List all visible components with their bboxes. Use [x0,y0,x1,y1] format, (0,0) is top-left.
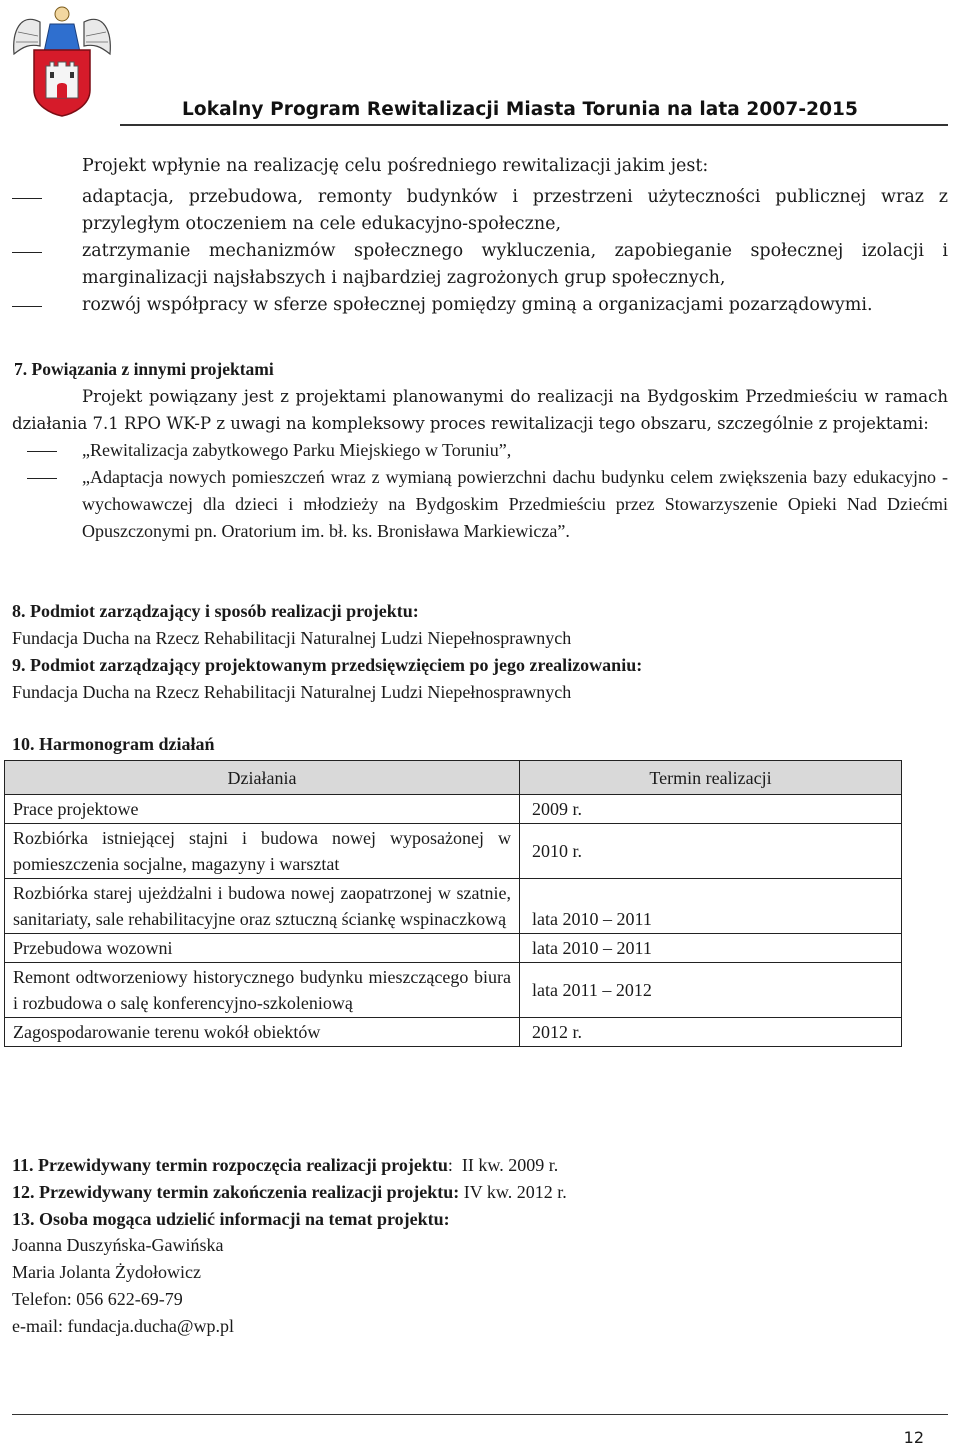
column-header-term: Termin realizacji [520,761,902,795]
torun-coat-of-arms-icon [10,2,114,118]
action-cell: Rozbiórka istniejącej stajni i budowa nowej wyposażonej w pomieszczenia socjalne, magazyny i warsztat [5,824,520,879]
term-cell: 2009 r. [520,795,902,824]
action-cell: Zagospodarowanie terenu wokół obiektów [5,1018,520,1047]
section-11: 11. Przewidywany termin rozpoczęcia realizacji projektu: II kw. 2009 r. [12,1155,559,1175]
contact-name: Joanna Duszyńska-Gawińska [12,1235,224,1255]
list-item: „Rewitalizacja zabytkowego Parku Miejskiego w Toruniu”, [82,440,512,460]
page-number: 12 [903,1428,924,1447]
related-projects-list [12,437,948,545]
header-divider [120,124,948,126]
table-row [5,963,902,1018]
list-item: rozwój współpracy w sferze społecznej pomiędzy gminą a organizacjami pozarządowymi. [82,295,873,315]
contact-list [12,1232,234,1340]
sections-11-13 [12,1152,567,1233]
contact-phone: Telefon: 056 622-69-79 [12,1289,183,1309]
intro-bullet-list [12,184,948,319]
list-item: zatrzymanie mechanizmów społecznego wykluczenia, zapobieganie społecznej izolacji i marginalizacji najsłabszych i najbardziej zagrożonych grup społecznych, [82,241,948,288]
contact-name: Maria Jolanta Żydołowicz [12,1262,201,1282]
table-row [5,795,902,824]
document-header-title: Lokalny Program Rewitalizacji Miasta Torunia na lata 2007-2015 [182,99,858,120]
list-item: „Adaptacja nowych pomieszczeń wraz z wymianą powierzchni dachu budynku celem zwiększenia bazy edukacyjno - wychowawczej dla dzieci i młodzieży na Bydgoskim Przedmieściu przez Stowarzyszenie Opieki Nad Dziećmi Opuszczonymi pn. Oratorium im. bł. ks. Bronisława Markiewicza”. [82,467,948,541]
footer-divider [12,1414,948,1415]
action-cell: Rozbiórka starej ujeżdżalni i budowa nowej zaopatrzonej w szatnie, sanitariaty, sale rehabilitacyjne oraz sztuczną ściankę wspinaczkową [5,879,520,934]
section-13-heading: 13. Osoba mogąca udzielić informacji na temat projektu: [12,1209,450,1229]
section-8-text: Fundacja Ducha na Rzecz Rehabilitacji Naturalnej Ludzi Niepełnosprawnych [12,628,572,648]
section-9-heading: 9. Podmiot zarządzający projektowanym przedsięwzięciem po jego zrealizowaniu: [12,655,643,675]
term-cell: lata 2010 – 2011 [520,934,902,963]
term-cell: lata 2011 – 2012 [520,963,902,1018]
table-row [5,934,902,963]
section-12: 12. Przewidywany termin zakończenia realizacji projektu: IV kw. 2012 r. [12,1182,567,1202]
section-8-heading: 8. Podmiot zarządzający i sposób realizacji projektu: [12,601,419,621]
section-7-heading: 7. Powiązania z innymi projektami [14,359,274,379]
term-cell: 2010 r. [520,824,902,879]
term-cell: 2012 r. [520,1018,902,1047]
intro-text: Projekt wpłynie na realizację celu pośredniego rewitalizacji jakim jest: [82,156,709,176]
action-cell: Remont odtworzeniowy historycznego budynku mieszczącego biura i rozbudowa o salę konferencyjno-szkoleniową [5,963,520,1018]
table-row [5,879,902,934]
section-7-text: Projekt powiązany jest z projektami planowanymi do realizacji na Bydgoskim Przedmieściu w ramach działania 7.1 RPO WK-P z uwagi na kompleksowy proces rewitalizacji tego obszaru, szczególnie z projektami: [12,387,948,433]
term-cell: lata 2010 – 2011 [520,879,902,934]
list-item: adaptacja, przebudowa, remonty budynków i przestrzeni użyteczności publicznej wraz z przyległym otoczeniem na cele edukacyjno-społeczne, [82,187,948,234]
section-9-text: Fundacja Ducha na Rzecz Rehabilitacji Naturalnej Ludzi Niepełnosprawnych [12,682,572,702]
schedule-table [4,760,902,1047]
table-row [5,824,902,879]
section-7 [12,356,948,545]
action-cell: Prace projektowe [5,795,520,824]
table-header-row [5,761,902,795]
action-cell: Przebudowa wozowni [5,934,520,963]
table-row [5,1018,902,1047]
sections-8-9 [12,598,948,706]
section-10-heading: 10. Harmonogram działań [12,734,215,754]
contact-email: e-mail: fundacja.ducha@wp.pl [12,1316,234,1336]
column-header-actions: Działania [5,761,520,795]
